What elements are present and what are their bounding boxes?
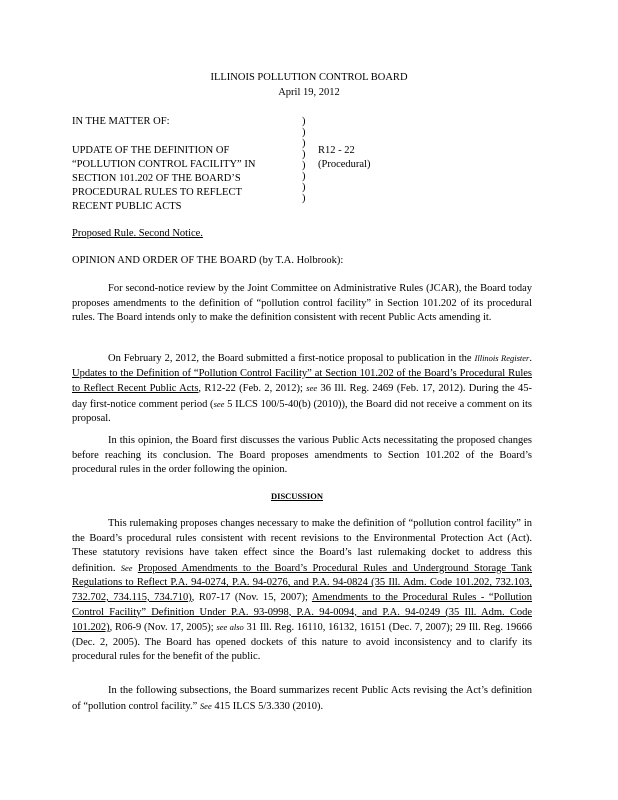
paragraph-subsections: In the following subsections, the Board summarizes recent Public Acts revising the Act’s definition of “pollution control facility.” See 415 ILCS 5/3.330 (2010). [72,685,532,712]
caption-line-1: UPDATE OF THE DEFINITION OF [72,145,230,156]
caption-line-2: “POLLUTION CONTROL FACILITY” IN [72,159,256,170]
docket-number: R12 - 22 [318,145,355,156]
opinion-title: OPINION AND ORDER OF THE BOARD (by T.A. Holbrook): [72,255,344,266]
caption-matter: IN THE MATTER OF: [72,116,170,127]
caption-line-4: PROCEDURAL RULES TO REFLECT [72,187,242,198]
order-date: April 19, 2012 [278,87,340,98]
discussion-heading: DISCUSSION [271,491,323,501]
paragraph-first-notice: On February 2, 2012, the Board submitted a first-notice proposal to publication in the Illinois Register. Updates to the Definition of “Pollution Control Facility” at Section 101.202 of the Board’s Procedural Rules to Reflect Recent Public Acts, R12-22 (Feb. 2, 2012); see 36 Ill. Reg. 2469 (Feb. 17, 2012). During the 45-day first-notice comment period (see 5 ILCS 100/5-40(b) (2010)), the Board did not receive a comment on its proposal. [72,353,533,425]
paragraph-overview: In this opinion, the Board first discusses the various Public Acts necessitating the proposed changes before reaching its conclusion. The Board proposes amendments to Section 101.202 of the Board’s procedural rules in the order following the opinion. [72,435,532,476]
notice-title: Proposed Rule. Second Notice. [72,228,203,239]
docket-type: (Procedural) [318,159,371,170]
case-link-r12-22[interactable]: Updates to the Definition of “Pollution Control Facility” at Section 101.202 of the Board’s Procedural Rules to Reflect Recent Public Acts [72,367,532,395]
caption-bracket: ) ) ) ) ) ) ) ) [302,116,306,204]
case-link-r07-17[interactable]: Proposed Amendments to the Board’s Procedural Rules and Underground Storage Tank Regulations to Reflect P.A. 94-0274, P.A. 94-0276, and P.A. 94-0824 (35 Ill. Adm. Code 101.202, 732.103, 732.702, 734.115, 734.710) [72,562,532,603]
board-name: ILLINOIS POLLUTION CONTROL BOARD [210,72,408,83]
register-citation: Illinois Register [474,353,530,363]
caption-line-5: RECENT PUBLIC ACTS [72,201,182,212]
paragraph-discussion: This rulemaking proposes changes necessary to make the definition of “pollution control facility” in the Board’s procedural rules consistent with recent revisions to the Environmental Protection Act (Act). These statutory revisions have taken effect since the Board’s last rulemaking docket to address this definition. See Proposed Amendments to the Board’s Procedural Rules and Underground Storage Tank Regulations to Reflect P.A. 94-0274, P.A. 94-0276, and P.A. 94-0824 (35 Ill. Adm. Code 101.202, 732.103, 732.702, 734.115, 734.710), R07-17 (Nov. 15, 2007); Amendments to the Procedural Rules - “Pollution Control Facility” Definition Under P.A. 93-0998, P.A. 94-0094, and P.A. 94-0249 (35 Ill. Adm. Code 101.202), R06-9 (Nov. 17, 2005); see also 31 Ill. Reg. 16110, 16132, 16151 (Dec. 7, 2007); 29 Ill. Reg. 19666 (Dec. 2, 2005). The Board has opened dockets of this nature to avoid inconsistency and to clarify its procedural rules for the benefit of the public. [72,518,533,663]
caption-line-3: SECTION 101.202 OF THE BOARD’S [72,173,241,184]
case-link-r06-9[interactable]: Amendments to the Procedural Rules - “Pollution Control Facility” Definition Under P.A. 93-0998, P.A. 94-0094, and P.A. 94-0249 (35 Ill. Adm. Code 101.202) [72,591,532,634]
paragraph-intro: For second-notice review by the Joint Committee on Administrative Rules (JCAR), the Board today proposes amendments to the definition of “pollution control facility” in Section 101.202 of its procedural rules. The Board intends only to make the definition consistent with recent Public Acts amending it. [72,283,532,324]
